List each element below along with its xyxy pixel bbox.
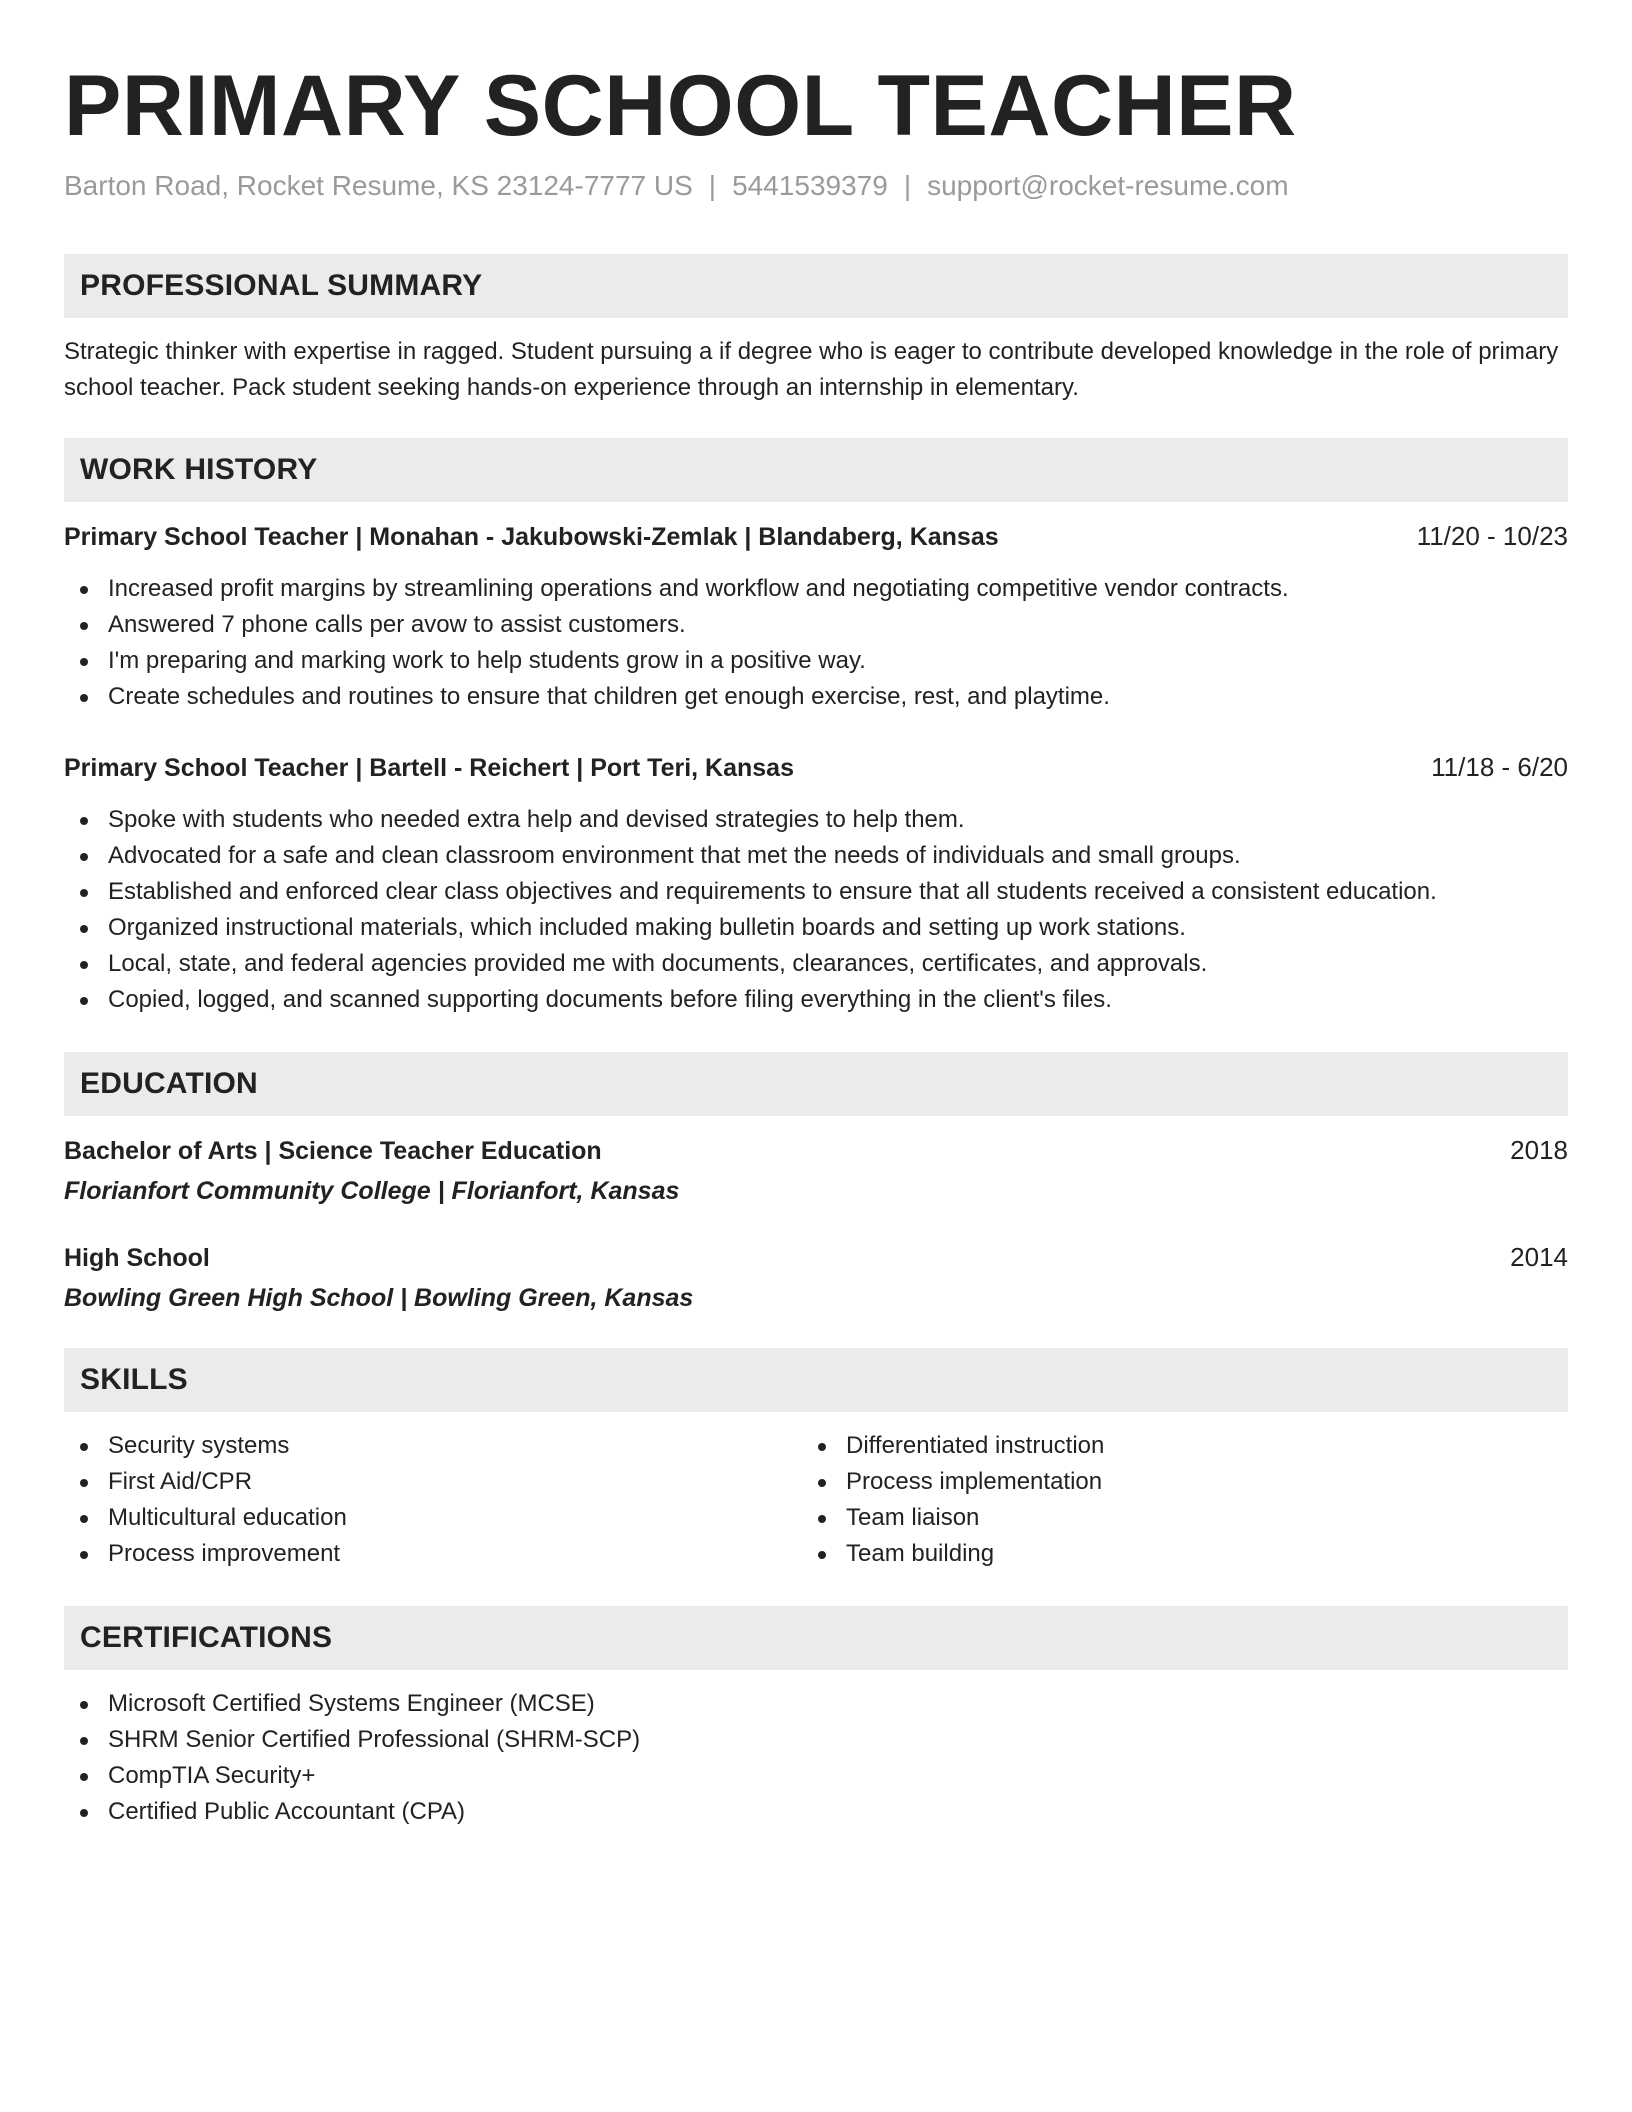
skills-heading: SKILLS bbox=[64, 1348, 1568, 1412]
education-degree: Bachelor of Arts | Science Teacher Education bbox=[64, 1137, 602, 1165]
education-entry bbox=[64, 1132, 1568, 1209]
skill-item: Team building bbox=[802, 1536, 1540, 1572]
skill-item: Multicultural education bbox=[64, 1500, 802, 1536]
education-year: 2014 bbox=[1510, 1242, 1568, 1272]
skill-item: Security systems bbox=[64, 1428, 802, 1464]
job-bullet: Advocated for a safe and clean classroom environment that met the needs of individuals and small groups. bbox=[64, 838, 1568, 874]
job-dates: 11/18 - 6/20 bbox=[1431, 752, 1568, 782]
skill-item: First Aid/CPR bbox=[64, 1464, 802, 1500]
education-year: 2018 bbox=[1510, 1135, 1568, 1165]
job-entry bbox=[64, 518, 1568, 715]
job-bullet: Create schedules and routines to ensure that children get enough exercise, rest, and playtime. bbox=[64, 679, 1568, 715]
skill-item: Team liaison bbox=[802, 1500, 1540, 1536]
job-bullets bbox=[64, 802, 1568, 1018]
education-school: Florianfort Community College | Florianfort, Kansas bbox=[64, 1177, 680, 1205]
job-header bbox=[64, 749, 1568, 786]
certification-item: SHRM Senior Certified Professional (SHRM-SCP) bbox=[64, 1722, 1568, 1758]
job-bullet: Spoke with students who needed extra help and devised strategies to help them. bbox=[64, 802, 1568, 838]
contact-line bbox=[64, 168, 1568, 204]
certifications-list bbox=[64, 1686, 1568, 1830]
job-title: Primary School Teacher | Bartell - Reichert | Port Teri, Kansas bbox=[64, 754, 794, 782]
education-header bbox=[64, 1239, 1568, 1276]
resume-name: PRIMARY SCHOOL TEACHER bbox=[64, 58, 1297, 154]
contact-phone: 5441539379 bbox=[732, 170, 888, 201]
job-bullet: Increased profit margins by streamlining operations and workflow and negotiating competitive vendor contracts. bbox=[64, 571, 1568, 607]
skill-item: Process improvement bbox=[64, 1536, 802, 1572]
job-entry bbox=[64, 749, 1568, 1018]
job-title: Primary School Teacher | Monahan - Jakubowski-Zemlak | Blandaberg, Kansas bbox=[64, 523, 999, 551]
certification-item: CompTIA Security+ bbox=[64, 1758, 1568, 1794]
skills-list-right bbox=[802, 1428, 1540, 1572]
summary-heading: PROFESSIONAL SUMMARY bbox=[64, 254, 1568, 318]
education-school: Bowling Green High School | Bowling Green, Kansas bbox=[64, 1284, 694, 1312]
job-bullet: Established and enforced clear class objectives and requirements to ensure that all students received a consistent education. bbox=[64, 874, 1568, 910]
skills-columns bbox=[64, 1428, 1568, 1572]
summary-text: Strategic thinker with expertise in ragged. Student pursuing a if degree who is eager to contribute developed knowledge in the role of primary school teacher. Pack student seeking hands-on experience through an internship in elementary. bbox=[64, 338, 1559, 401]
skill-item: Process implementation bbox=[802, 1464, 1540, 1500]
contact-separator: | bbox=[903, 170, 912, 201]
job-header bbox=[64, 518, 1568, 555]
job-bullet: Answered 7 phone calls per avow to assist customers. bbox=[64, 607, 1568, 643]
contact-address: Barton Road, Rocket Resume, KS 23124-7777 US bbox=[64, 170, 693, 201]
job-bullet: Local, state, and federal agencies provided me with documents, clearances, certificates, and approvals. bbox=[64, 946, 1568, 982]
certification-item: Certified Public Accountant (CPA) bbox=[64, 1794, 1568, 1830]
job-dates: 11/20 - 10/23 bbox=[1416, 521, 1568, 551]
skill-item: Differentiated instruction bbox=[802, 1428, 1540, 1464]
work-history-heading: WORK HISTORY bbox=[64, 438, 1568, 502]
certification-item: Microsoft Certified Systems Engineer (MCSE) bbox=[64, 1686, 1568, 1722]
education-degree: High School bbox=[64, 1244, 210, 1272]
skills-list-left bbox=[64, 1428, 802, 1572]
job-bullet: Copied, logged, and scanned supporting documents before filing everything in the client's files. bbox=[64, 982, 1568, 1018]
education-heading: EDUCATION bbox=[64, 1052, 1568, 1116]
contact-separator: | bbox=[708, 170, 717, 201]
contact-email: support@rocket-resume.com bbox=[927, 170, 1289, 201]
education-entry bbox=[64, 1239, 1568, 1316]
education-header bbox=[64, 1132, 1568, 1169]
job-bullet: I'm preparing and marking work to help students grow in a positive way. bbox=[64, 643, 1568, 679]
job-bullets bbox=[64, 571, 1568, 715]
job-bullet: Organized instructional materials, which included making bulletin boards and setting up work stations. bbox=[64, 910, 1568, 946]
certifications-heading: CERTIFICATIONS bbox=[64, 1606, 1568, 1670]
